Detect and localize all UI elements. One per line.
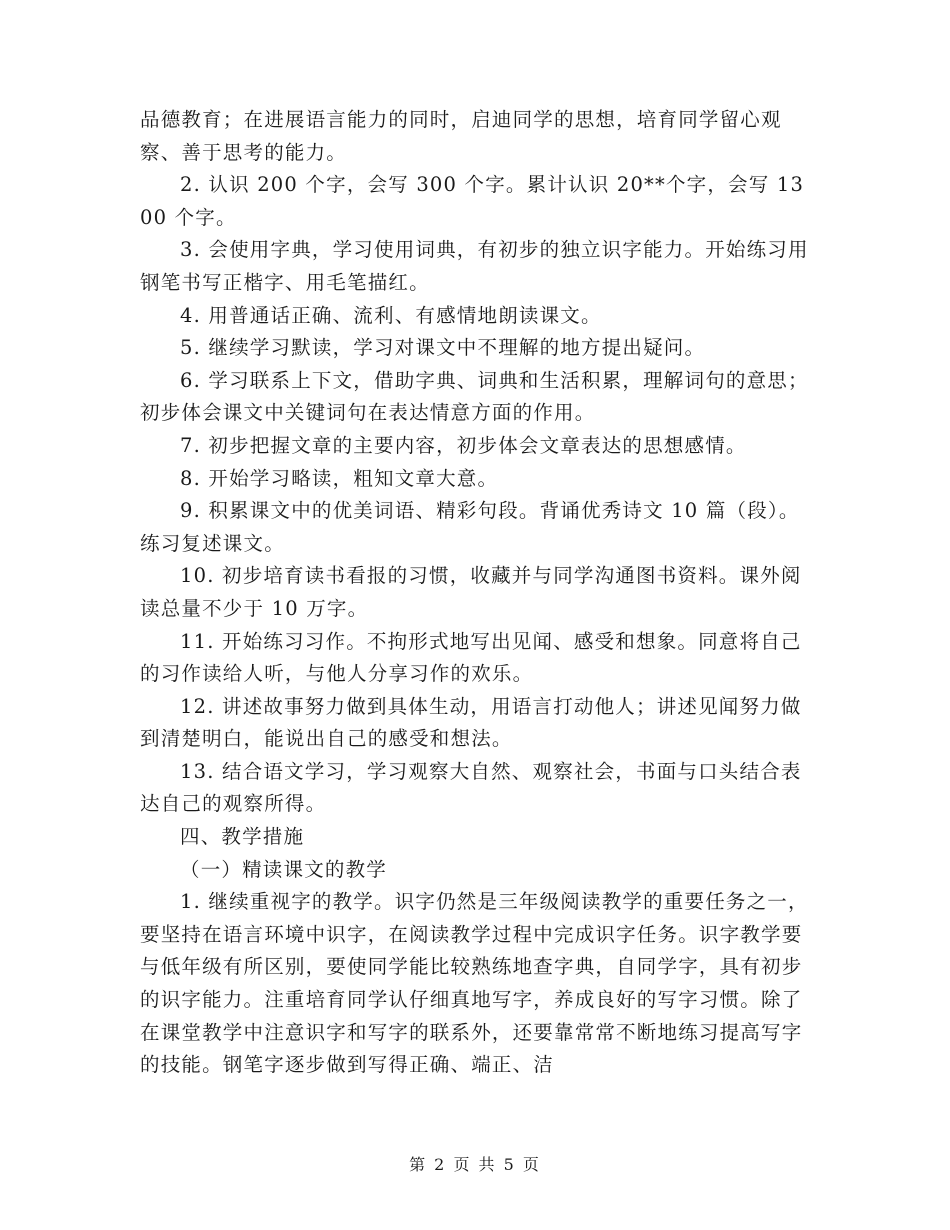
paragraph-item-3: 3. 会使用字典，学习使用词典，有初步的独立识字能力。开始练习用钢笔书写正楷字、用毛笔描红。: [140, 238, 809, 294]
paragraph-item-13: 13. 结合语文学习，学习观察大自然、观察社会，书面与口头结合表达自己的观察所得。: [140, 759, 802, 816]
paragraph-item-12: 12. 讲述故事努力做到具体生动，用语言打动他人；讲述见闻努力做到清楚明白，能说出自己的感受和想法。: [140, 694, 802, 751]
paragraph-item-2: 2. 认识 200 个字，会写 300 个字。累计认识 20**个字，会写 1300 个字。: [140, 173, 805, 229]
paragraph-item-9: 9. 积累课文中的优美词语、精彩句段。背诵优秀诗文 10 篇（段）。练习复述课文。: [140, 499, 800, 555]
section-heading-teaching-measures: 四、教学措施: [180, 825, 305, 849]
paragraph-item-11: 11. 开始练习习作。不拘形式地写出见闻、感受和想象。同意将自己的习作读给人听，与他人分享习作的欢乐。: [140, 629, 802, 686]
page-number-footer: 第 2 页 共 5 页: [409, 1155, 541, 1174]
paragraph-item-4: 4. 用普通话正确、流利、有感情地朗读课文。: [180, 303, 602, 327]
document-body: [140, 104, 810, 1082]
subsection-heading-intensive-reading: （一）精读课文的教学: [180, 857, 388, 881]
paragraph-item-5: 5. 继续学习默读，学习对课文中不理解的地方提出疑问。: [180, 336, 706, 360]
paragraph-item-10: 10. 初步培育读书看报的习惯，收藏并与同学沟通图书资料。课外阅读总量不少于 10 万字。: [140, 564, 802, 620]
paragraph-intro-continuation: 品德教育；在进展语言能力的同时，启迪同学的思想，培育同学留心观察、善于思考的能力。: [140, 108, 782, 164]
paragraph-measure-1: 1. 继续重视字的教学。识字仍然是三年级阅读教学的重要任务之一，要坚持在语言环境中识字，在阅读教学过程中完成识字任务。识字教学要与低年级有所区别，要使同学能比较熟练地查字典，自同学字，具有初步的识字能力。注重培育同学认仔细真地写字，养成良好的写字习惯。除了在课堂教学中注意识字和写字的联系外，还要靠常常不断地练习提高写字的技能。钢笔字逐步做到写得正确、端正、洁: [140, 890, 809, 1077]
paragraph-item-6: 6. 学习联系上下文，借助字典、词典和生活积累，理解词句的意思；初步体会课文中关键词句在表达情意方面的作用。: [140, 368, 809, 425]
paragraph-item-7: 7. 初步把握文章的主要内容，初步体会文章表达的思想感情。: [180, 433, 747, 457]
paragraph-item-8: 8. 开始学习略读，粗知文章大意。: [180, 466, 499, 490]
